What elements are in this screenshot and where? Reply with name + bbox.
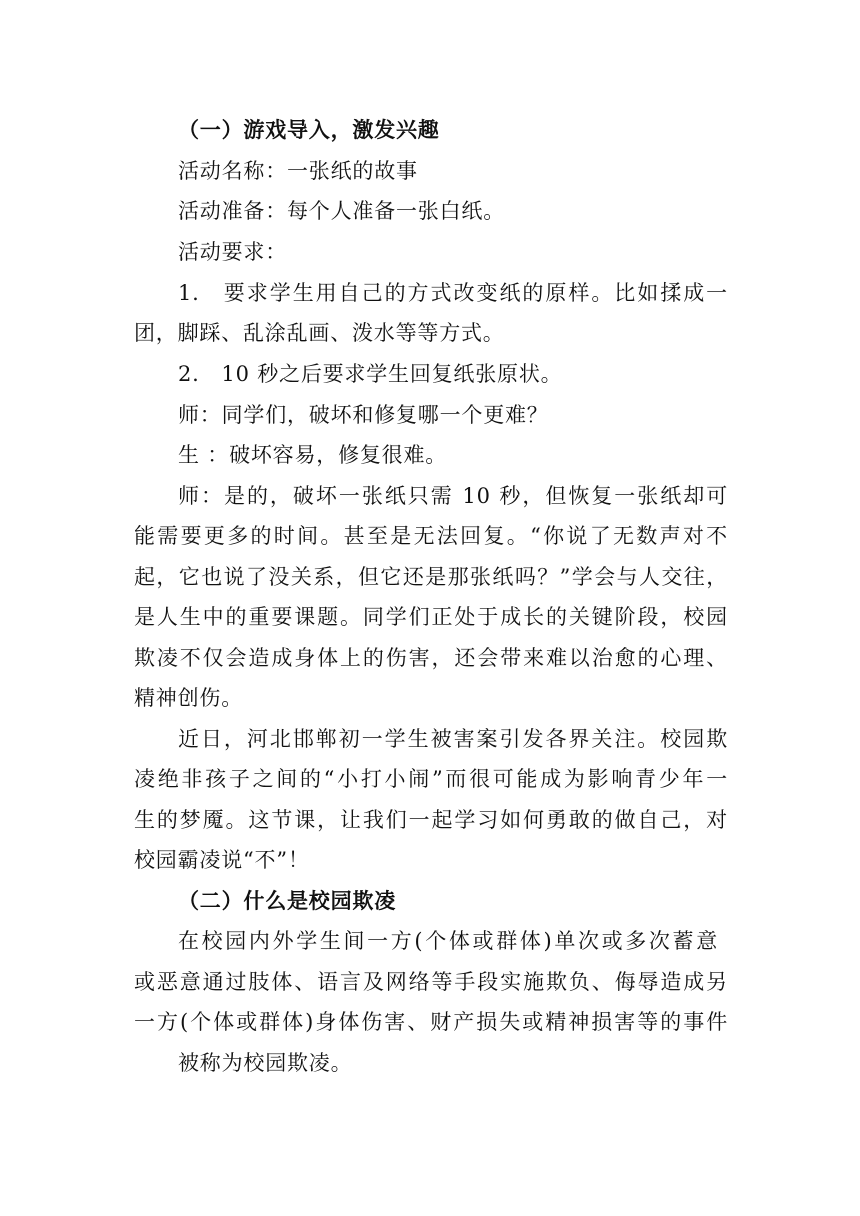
req2: 2. 10 秒之后要求学生回复纸张原状。 [178, 362, 563, 386]
req1-line1: 1. 要求学生用自己的方式改变纸的原样。比如揉成一 [178, 281, 728, 305]
activity-name: 活动名称：一张纸的故事 [178, 159, 418, 183]
teacher-para-line: 起，它也说了没关系，但它还是那张纸吗？”学会与人交往， [134, 565, 728, 589]
definition-line: 被称为校园欺凌。 [178, 1051, 353, 1075]
req1-line2: 团，脚踩、乱涂乱画、泼水等等方式。 [134, 321, 505, 345]
activity-req: 活动要求： [178, 240, 287, 264]
student-answer: 生 ：破坏容易，修复很难。 [178, 443, 448, 467]
news-para-line: 近日，河北邯郸初一学生被害案引发各界关注。校园欺 [178, 727, 728, 751]
news-para-line: 校园霸凌说“不”！ [134, 848, 310, 872]
teacher-para-line: 欺凌不仅会造成身体上的伤害，还会带来难以治愈的心理、 [134, 646, 728, 670]
news-para-line: 生的梦魇。这节课，让我们一起学习如何勇敢的做自己，对 [134, 808, 728, 832]
teacher-para-line: 能需要更多的时间。甚至是无法回复。“你说了无数声对不 [134, 524, 728, 548]
teacher-para-line: 是人生中的重要课题。同学们正处于成长的关键阶段，校园 [134, 605, 728, 629]
section1-heading: （一）游戏导入，激发兴趣 [178, 117, 440, 142]
teacher-para-line: 师：是的，破坏一张纸只需 10 秒，但恢复一张纸却可 [178, 484, 728, 508]
news-para-line: 凌绝非孩子之间的“小打小闹”而很可能成为影响青少年一 [134, 767, 728, 791]
definition-line: 在校园内外学生间一方(个体或群体)单次或多次蓄意 [178, 929, 718, 953]
teacher-question: 师：同学们，破坏和修复哪一个更难？ [178, 403, 549, 427]
definition-line: 一方(个体或群体)身体伤害、财产损失或精神损害等的事件 [134, 1010, 728, 1034]
teacher-para-line: 精神创伤。 [134, 686, 243, 710]
section2-heading: （二）什么是校园欺凌 [178, 888, 396, 913]
definition-line: 或恶意通过肢体、语言及网络等手段实施欺负、侮辱造成另 [134, 970, 728, 994]
activity-prep: 活动准备：每个人准备一张白纸。 [178, 199, 505, 223]
